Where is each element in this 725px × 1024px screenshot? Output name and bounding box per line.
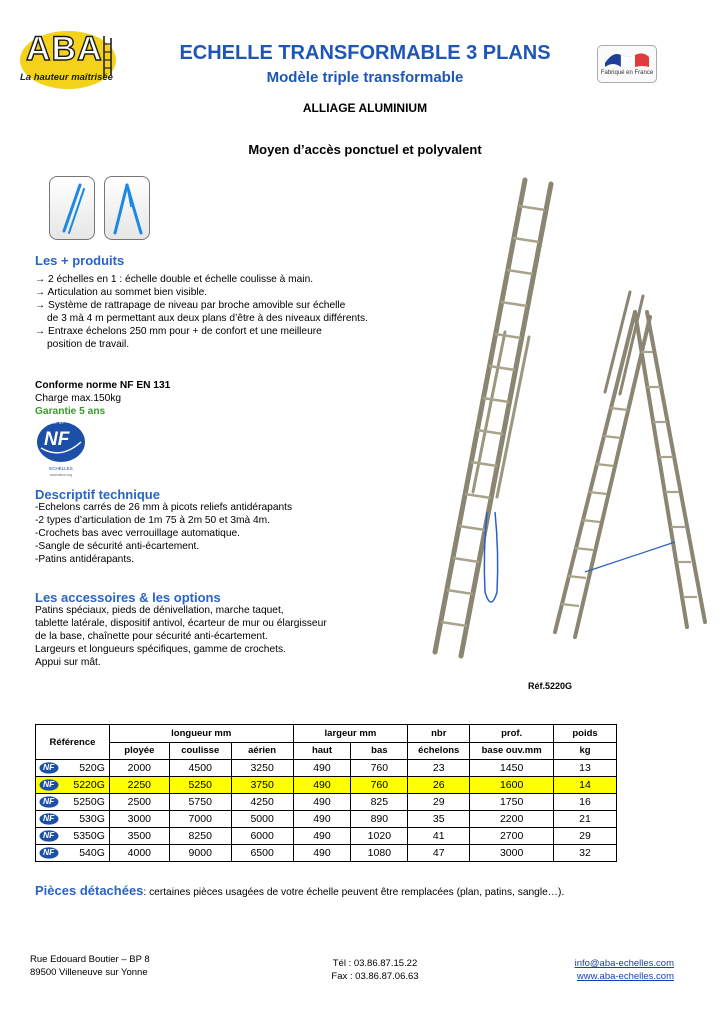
specifications-table — [35, 724, 617, 862]
accessoires-line: Appui sur mât. — [35, 657, 101, 668]
table-row — [36, 760, 617, 777]
header-ployee: ployée — [109, 742, 169, 760]
nf-mark-text: NF — [43, 847, 55, 857]
pieces-text: : certaines pièces usagées de votre échelle peuvent être remplacées (plan, patins, sangle…). — [143, 887, 565, 898]
nf-logo-caption: ECHELLES — [49, 466, 73, 471]
cell-prof: 1600 — [470, 777, 554, 794]
nf-mark-text: NF — [43, 830, 55, 840]
produits-item: → Système de rattrapage de niveau par broche amovible sur échelle — [35, 300, 346, 311]
nf-mark-icon — [39, 762, 59, 774]
descriptif-title: Descriptif technique — [35, 487, 160, 502]
reference-text: 5220G — [73, 779, 105, 791]
header-aerien: aérien — [231, 742, 293, 760]
cell-ployee: 3000 — [109, 811, 169, 828]
cell-aerien: 6000 — [231, 828, 293, 845]
produits-title: Les + produits — [35, 253, 125, 268]
footer-tel: Tél : 03.86.87.15.22 — [332, 958, 418, 969]
norme-conforme: Conforme norme NF EN 131 — [35, 380, 171, 391]
accessoires-line: Largeurs et longueurs spécifiques, gamme de crochets. — [35, 644, 286, 655]
cell-coulisse: 4500 — [169, 760, 231, 777]
descriptif-list — [35, 501, 425, 566]
reference-text: 5350G — [73, 830, 105, 842]
cell-aerien: 3750 — [231, 777, 293, 794]
cell-bas: 1020 — [351, 828, 408, 845]
cell-aerien: 5000 — [231, 811, 293, 828]
nf-mark-icon — [39, 830, 59, 842]
nf-mark-text: NF — [43, 796, 55, 806]
cell-ployee: 4000 — [109, 845, 169, 862]
produits-item: position de travail. — [47, 339, 130, 350]
nf-logo-ring-text: MARQUE NF — [39, 421, 65, 425]
footer-address — [30, 953, 150, 979]
norme-charge: Charge max.150kg — [35, 393, 122, 404]
produits-list — [35, 273, 425, 351]
cell-haut: 490 — [293, 760, 351, 777]
nf-logo-caption-site: www.afnor.org — [49, 473, 73, 477]
produits-item: → Entraxe échelons 250 mm pour + de confort et une meilleure — [35, 326, 322, 337]
footer-fax: Fax : 03.86.87.06.63 — [331, 971, 419, 982]
table-header-row — [36, 725, 617, 743]
descriptif-line: -Sangle de sécurité anti-écartement. — [35, 541, 200, 552]
produits-item: de 3 mà 4 m permettant aux deux plans d’être à des niveaux différents. — [47, 313, 368, 324]
cell-haut: 490 — [293, 794, 351, 811]
reference-text: 530G — [79, 813, 105, 825]
cell-coulisse: 7000 — [169, 811, 231, 828]
page-subtitle: Modèle triple transformable — [266, 69, 464, 86]
accessoires-line: tablette latérale, dispositif antivol, écarteur de mur ou élargisseur — [35, 618, 327, 629]
footer-contact — [540, 957, 674, 983]
pieces-detachees — [35, 882, 715, 900]
cell-echelons: 23 — [408, 760, 470, 777]
nf-mark-icon — [39, 779, 59, 791]
descriptif-line: -Echelons carrés de 26 mm à picots reliefs antidérapants — [35, 502, 293, 513]
cell-prof: 2700 — [470, 828, 554, 845]
nf-certification-logo — [35, 420, 87, 482]
cell-reference — [36, 828, 110, 845]
nf-mark-text: NF — [43, 762, 55, 772]
table-row — [36, 811, 617, 828]
table-row — [36, 828, 617, 845]
cell-echelons: 26 — [408, 777, 470, 794]
cell-bas: 825 — [351, 794, 408, 811]
cell-echelons: 47 — [408, 845, 470, 862]
reference-text: 540G — [79, 847, 105, 859]
photo-reference-label: Réf.5220G — [528, 681, 573, 691]
reference-text: 5250G — [73, 796, 105, 808]
cell-bas: 890 — [351, 811, 408, 828]
cell-reference — [36, 811, 110, 828]
header-coulisse: coulisse — [169, 742, 231, 760]
header-bas: bas — [351, 742, 408, 760]
descriptif-line: -Crochets bas avec verrouillage automatique. — [35, 528, 240, 539]
footer-web-link[interactable]: www.aba-echelles.com — [576, 971, 674, 982]
descriptif-line: -Patins antidérapants. — [35, 554, 135, 565]
produits-item: → 2 échelles en 1 : échelle double et échelle coulisse à main. — [35, 274, 314, 285]
cell-aerien: 3250 — [231, 760, 293, 777]
cell-ployee: 2000 — [109, 760, 169, 777]
cell-ployee: 2500 — [109, 794, 169, 811]
cell-echelons: 29 — [408, 794, 470, 811]
footer-phone — [300, 957, 450, 983]
cell-coulisse: 5750 — [169, 794, 231, 811]
cell-poids: 13 — [554, 760, 617, 777]
cell-ployee: 3500 — [109, 828, 169, 845]
logo-tagline: La hauteur maîtrisée — [20, 72, 113, 83]
cell-poids: 29 — [554, 828, 617, 845]
nf-logo-text: NF — [44, 429, 70, 450]
cell-bas: 1080 — [351, 845, 408, 862]
extension-ladder-icon — [49, 176, 95, 240]
nf-mark-text: NF — [43, 813, 55, 823]
material-label: ALLIAGE ALUMINIUM — [302, 101, 428, 115]
accessoires-line: Patins spéciaux, pieds de dénivellation, marche taquet, — [35, 605, 284, 616]
cell-haut: 490 — [293, 777, 351, 794]
cell-prof: 1750 — [470, 794, 554, 811]
accessoires-list — [35, 604, 425, 669]
table-subheader-row — [36, 742, 617, 760]
pieces-title: Pièces détachées — [35, 883, 144, 898]
footer-address-line: Rue Edouard Boutier – BP 8 — [30, 954, 150, 965]
cell-aerien: 4250 — [231, 794, 293, 811]
cell-haut: 490 — [293, 845, 351, 862]
header-longueur: longueur mm — [109, 725, 293, 743]
descriptif-line: -2 types d’articulation de 1m 75 à 2m 50 et 3mà 4m. — [35, 515, 270, 526]
footer-email-link[interactable]: info@aba-echelles.com — [574, 958, 674, 969]
cell-poids: 21 — [554, 811, 617, 828]
cell-ployee: 2250 — [109, 777, 169, 794]
cell-poids: 32 — [554, 845, 617, 862]
header-nbr: nbr — [408, 725, 470, 743]
made-in-france-text: Fabriqué en France — [600, 70, 654, 76]
table-row — [36, 845, 617, 862]
header-prof: prof. — [470, 725, 554, 743]
product-photo — [425, 172, 715, 682]
header-kg: kg — [554, 742, 617, 760]
cell-bas: 760 — [351, 760, 408, 777]
cell-reference — [36, 845, 110, 862]
logo-text: ABA — [26, 30, 103, 68]
header-reference: Référence — [36, 725, 110, 760]
cell-haut: 490 — [293, 811, 351, 828]
cell-haut: 490 — [293, 828, 351, 845]
nf-mark-icon — [39, 813, 59, 825]
cell-reference — [36, 777, 110, 794]
cell-reference — [36, 760, 110, 777]
table-row — [36, 794, 617, 811]
double-ladder-icon — [104, 176, 150, 240]
header-poids: poids — [554, 725, 617, 743]
header-echelons: échelons — [408, 742, 470, 760]
nf-mark-text: NF — [43, 779, 55, 789]
france-flag-icon — [603, 49, 651, 69]
cell-aerien: 6500 — [231, 845, 293, 862]
cell-poids: 16 — [554, 794, 617, 811]
cell-echelons: 35 — [408, 811, 470, 828]
cell-poids: 14 — [554, 777, 617, 794]
cell-bas: 760 — [351, 777, 408, 794]
nf-mark-icon — [39, 847, 59, 859]
cell-prof: 3000 — [470, 845, 554, 862]
table-row — [36, 777, 617, 794]
cell-echelons: 41 — [408, 828, 470, 845]
norme-garantie: Garantie 5 ans — [35, 406, 106, 417]
cell-reference — [36, 794, 110, 811]
made-in-france-badge — [597, 45, 657, 83]
header-haut: haut — [293, 742, 351, 760]
cell-prof: 1450 — [470, 760, 554, 777]
produits-item: → Articulation au sommet bien visible. — [35, 287, 208, 298]
cell-coulisse: 9000 — [169, 845, 231, 862]
accessoires-title: Les accessoires & les options — [35, 590, 221, 605]
reference-text: 520G — [79, 762, 105, 774]
cell-prof: 2200 — [470, 811, 554, 828]
product-tagline: Moyen d’accès ponctuel et polyvalent — [248, 142, 482, 157]
nf-mark-icon — [39, 796, 59, 808]
cell-coulisse: 5250 — [169, 777, 231, 794]
footer-address-line: 89500 Villeneuve sur Yonne — [30, 967, 148, 978]
cell-coulisse: 8250 — [169, 828, 231, 845]
header-base: base ouv.mm — [470, 742, 554, 760]
accessoires-line: de la base, chaînette pour sécurité anti-écartement. — [35, 631, 268, 642]
norme-block — [35, 379, 170, 418]
header-largeur: largeur mm — [293, 725, 408, 743]
page-title: ECHELLE TRANSFORMABLE 3 PLANS — [179, 42, 551, 64]
